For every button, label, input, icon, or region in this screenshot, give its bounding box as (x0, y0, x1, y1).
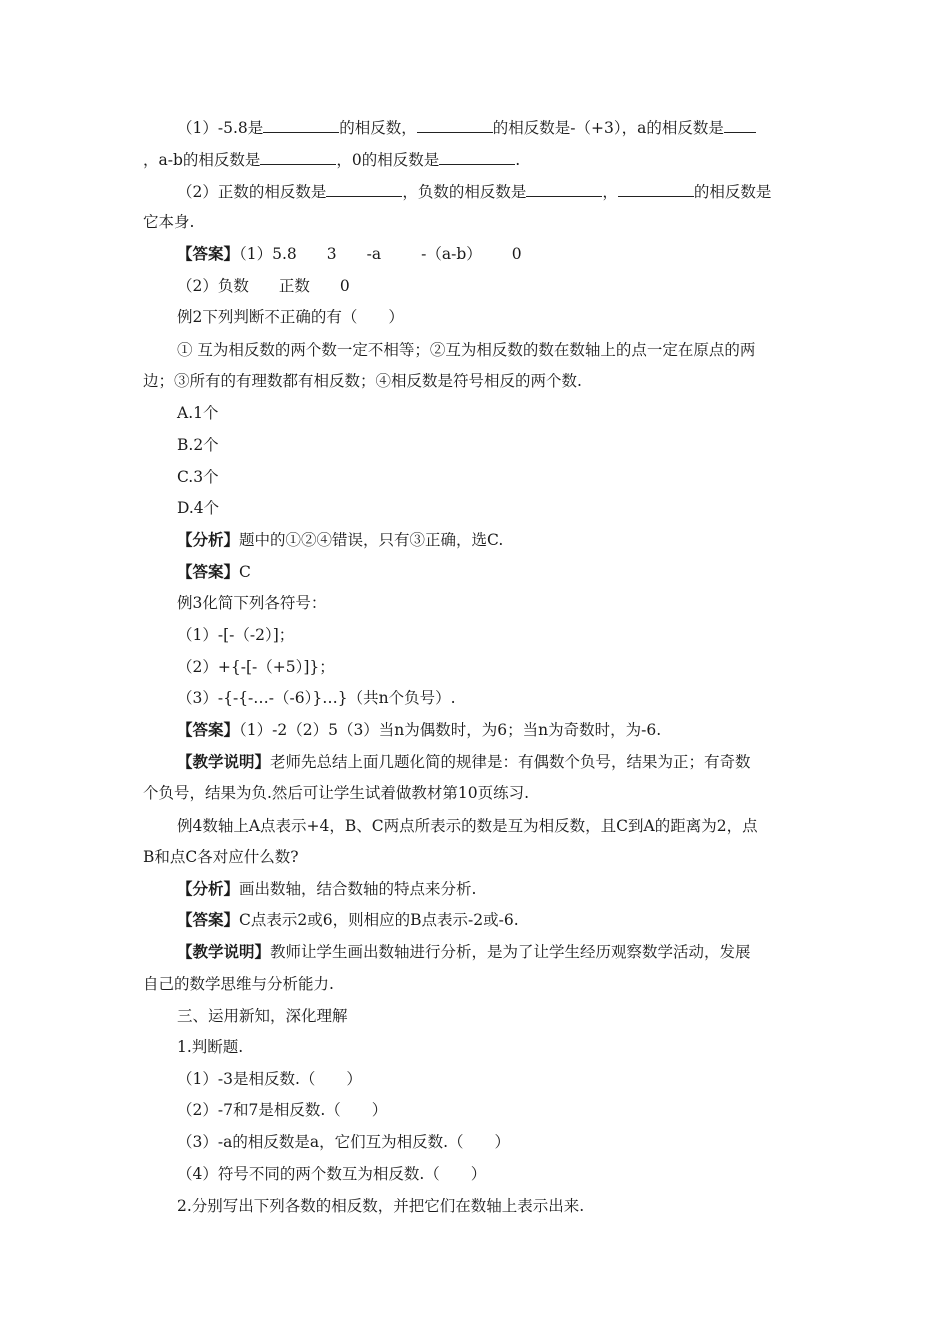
answer-blank (439, 150, 515, 165)
practice-2-heading: 2.分别写出下列各数的相反数，并把它们在数轴上表示出来. (177, 1197, 585, 1215)
example-2-statement-line-2: 边；③所有的有理数都有相反数；④相反数是符号相反的两个数. (143, 372, 582, 390)
answer-blank (260, 150, 336, 165)
analysis-2: 【分析】题中的①②④错误，只有③正确，选C. (177, 530, 504, 549)
teaching-note-2-line-2: 自己的数学思维与分析能力. (143, 975, 334, 993)
answer-blank (263, 118, 339, 133)
teaching-note-1-line-2: 个负号，结果为负.然后可让学生试着做教材第10页练习. (143, 784, 530, 802)
question-2-line-2: 它本身. (143, 213, 195, 231)
example-3-question: 例3化简下列各符号： (177, 594, 327, 612)
analysis-4: 【分析】画出数轴，结合数轴的特点来分析. (177, 879, 477, 898)
example-4-line-1: 例4数轴上A点表示+4，B、C两点所表示的数是互为相反数，且C到A的距离为2，点 (177, 817, 758, 835)
practice-1-item-3: （3）-a的相反数是a，它们互为相反数.（ ） (177, 1133, 511, 1151)
question-1-line-1: （1）-5.8是 的相反数， 的相反数是-（+3），a的相反数是 (177, 118, 756, 138)
option-b: B.2个 (177, 436, 219, 454)
answer-example-2: 【答案】C (177, 562, 251, 581)
option-c: C.3个 (177, 468, 219, 486)
answer-example-4: 【答案】C点表示2或6，则相应的B点表示-2或-6. (177, 910, 519, 929)
question-2-line-1: （2）正数的相反数是 ，负数的相反数是 ， 的相反数是 (177, 183, 772, 201)
example-3-item-2: （2）+{-[-（+5）]}； (177, 658, 335, 676)
practice-1-item-4: （4）符号不同的两个数互为相反数.（ ） (177, 1165, 487, 1183)
teaching-note-2-line-1: 【教学说明】教师让学生画出数轴进行分析，是为了让学生经历观察数学活动，发展 (177, 942, 751, 961)
example-3-item-3: （3）-{-{-…-（-6）}…}（共n个负号）. (177, 689, 456, 707)
example-4-line-2: B和点C各对应什么数? (143, 848, 299, 866)
answer-blank (724, 118, 756, 133)
example-2-statement-line-1: ① 互为相反数的两个数一定不相等；②互为相反数的数在数轴上的点一定在原点的两 (177, 341, 756, 359)
teaching-note-1-line-1: 【教学说明】老师先总结上面几题化简的规律是：有偶数个负号，结果为正；有奇数 (177, 752, 751, 771)
answer-blank (526, 182, 602, 197)
option-d: D.4个 (177, 499, 220, 517)
example-3-item-1: （1）-[-（-2）]； (177, 626, 295, 644)
answer-blank (326, 182, 402, 197)
question-1-line-2: ，a-b的相反数是 ，0的相反数是 . (143, 151, 521, 169)
practice-1-heading: 1.判断题. (177, 1038, 244, 1056)
answer-1: 【答案】（1）5.8 3 -a -（a-b） 0 (177, 244, 522, 263)
section-3-heading: 三、运用新知，深化理解 (177, 1007, 348, 1025)
practice-1-item-1: （1）-3是相反数.（ ） (177, 1070, 362, 1088)
answer-blank (618, 182, 694, 197)
answer-2: （2）负数 正数 0 (177, 277, 350, 295)
option-a: A.1个 (177, 404, 219, 422)
answer-example-3: 【答案】（1）-2（2）5（3）当n为偶数时，为6；当n为奇数时，为-6. (177, 720, 662, 739)
example-2-question: 例2下列判断不正确的有（ ） (177, 308, 404, 326)
answer-blank (417, 118, 493, 133)
practice-1-item-2: （2）-7和7是相反数.（ ） (177, 1101, 388, 1119)
